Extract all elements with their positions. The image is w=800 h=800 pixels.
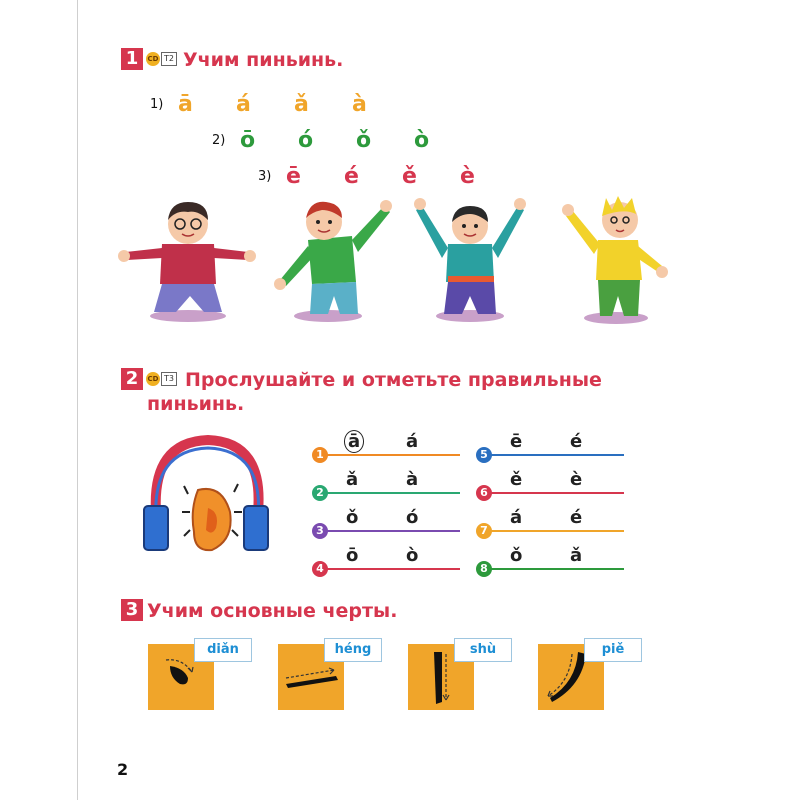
stroke-card-pie — [538, 642, 625, 710]
cd-track-badge[interactable] — [146, 52, 177, 66]
pinyin-row-1 — [150, 92, 410, 117]
syllable: ǎ — [294, 92, 309, 117]
answer-row-7[interactable] — [476, 506, 624, 537]
row-label: 1) — [150, 97, 164, 112]
section-title: Учим пиньинь. — [182, 49, 344, 71]
cd-track-label: T2 — [161, 52, 177, 66]
syllable: ā — [178, 92, 193, 117]
section-1-header — [121, 48, 343, 72]
answer-line — [486, 530, 624, 532]
option-a[interactable]: ē — [510, 431, 523, 452]
syllable: ō — [240, 128, 256, 153]
cd-icon: CD — [146, 372, 160, 386]
answer-line — [486, 492, 624, 494]
boy-yellow-shirt-icon — [562, 196, 672, 326]
answer-line — [322, 454, 460, 456]
boy-glasses-icon — [118, 196, 258, 324]
option-b[interactable]: á — [406, 431, 419, 452]
section-2-header — [121, 368, 602, 392]
option-b[interactable]: è — [570, 469, 583, 490]
page-number: 2 — [117, 760, 129, 779]
item-number: 2 — [312, 485, 328, 501]
item-number: 6 — [476, 485, 492, 501]
item-number: 7 — [476, 523, 492, 539]
circled-answer: ā — [344, 430, 364, 453]
syllable: á — [236, 92, 251, 117]
row-label: 2) — [212, 133, 226, 148]
syllable: ò — [414, 128, 430, 153]
option-b[interactable]: é — [570, 507, 583, 528]
pinyin-row-2 — [212, 128, 472, 153]
pinyin-row-3 — [258, 164, 518, 189]
cd-track-label: T3 — [161, 372, 177, 386]
answer-row-6[interactable] — [476, 468, 624, 499]
answer-line — [322, 492, 460, 494]
answer-line — [322, 530, 460, 532]
row-label: 3) — [258, 169, 272, 184]
section-number: 2 — [121, 368, 143, 390]
section-title: Учим основные черты. — [147, 600, 398, 622]
section-3-header — [121, 599, 397, 623]
syllable: ó — [298, 128, 314, 153]
answer-row-5[interactable] — [476, 430, 624, 461]
answer-row-2[interactable] — [312, 468, 460, 499]
answer-line — [486, 454, 624, 456]
item-number: 8 — [476, 561, 492, 577]
answer-line — [322, 568, 460, 570]
option-b[interactable]: à — [406, 469, 419, 490]
option-a[interactable]: ě — [510, 469, 523, 490]
syllable: ě — [402, 164, 417, 189]
section-number: 1 — [121, 48, 143, 70]
stroke-name-label: shù — [454, 638, 512, 662]
syllable: ē — [286, 164, 301, 189]
option-a[interactable] — [344, 431, 364, 452]
page-margin-line — [77, 0, 78, 800]
option-a[interactable]: ǒ — [510, 545, 523, 566]
answer-row-8[interactable] — [476, 544, 624, 575]
option-a[interactable]: ǒ — [346, 507, 359, 528]
stroke-name-label: piě — [584, 638, 642, 662]
section-number: 3 — [121, 599, 143, 621]
option-b[interactable]: ò — [406, 545, 419, 566]
option-a[interactable]: ǎ — [346, 469, 359, 490]
option-a[interactable]: ō — [346, 545, 359, 566]
option-b[interactable]: é — [570, 431, 583, 452]
answer-row-3[interactable] — [312, 506, 460, 537]
cd-track-badge[interactable] — [146, 372, 177, 386]
answer-line — [486, 568, 624, 570]
item-number: 4 — [312, 561, 328, 577]
boy-green-shirt-icon — [272, 196, 392, 324]
syllable: é — [344, 164, 359, 189]
boy-arms-up-icon — [412, 196, 528, 324]
cd-icon: CD — [146, 52, 160, 66]
option-a[interactable]: á — [510, 507, 523, 528]
stroke-card-shu — [408, 642, 497, 710]
item-number: 3 — [312, 523, 328, 539]
headphones-ear-icon — [136, 432, 278, 566]
item-number: 5 — [476, 447, 492, 463]
item-number: 1 — [312, 447, 328, 463]
syllable: à — [352, 92, 367, 117]
section-title-continued: пиньинь. — [147, 393, 245, 415]
stroke-name-label: diǎn — [194, 638, 252, 662]
syllable: ǒ — [356, 128, 372, 153]
option-b[interactable]: ó — [406, 507, 419, 528]
option-b[interactable]: ǎ — [570, 545, 583, 566]
syllable: è — [460, 164, 475, 189]
answer-row-4[interactable] — [312, 544, 460, 575]
section-title: Прослушайте и отметьте правильные — [184, 369, 602, 391]
stroke-name-label: héng — [324, 638, 382, 662]
stroke-card-dian — [148, 642, 239, 710]
answer-row-1[interactable] — [312, 430, 460, 461]
stroke-card-heng — [278, 642, 372, 710]
